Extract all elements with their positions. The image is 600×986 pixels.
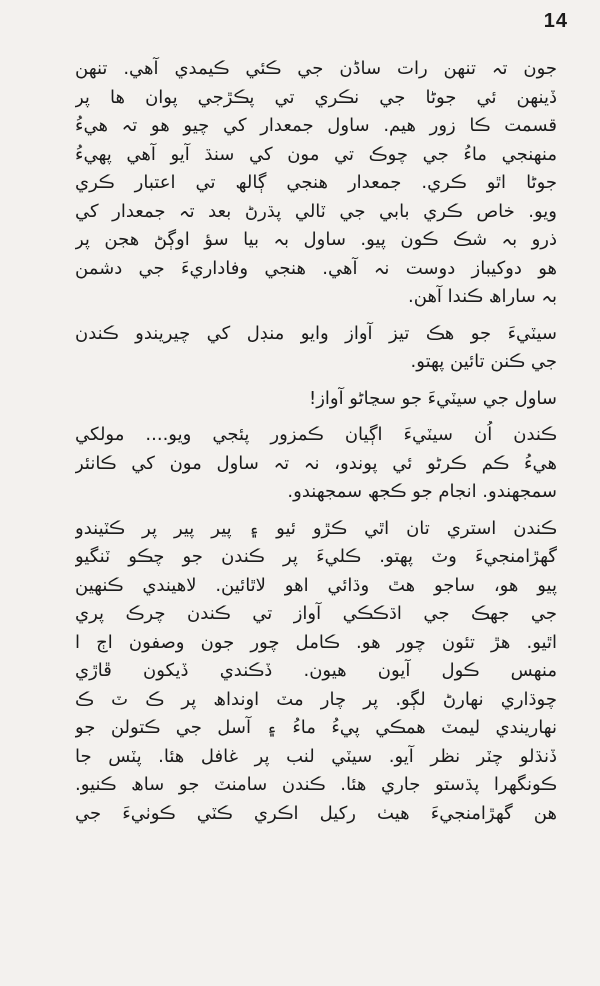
text-line: ھن گھڙامنجيءَ ھيٺ رکيل اڪري ڪٽي ڪوٺيءَ جي: [75, 802, 557, 824]
text-line: منھنجي ماءُ جي چوڪ تي مون کي سنڌ آيو آھي پھيءُ: [75, 143, 557, 165]
text-line: اٿيو. ھڙ تئون چور ھو. ڪامل چور جون وصفون اڄ ا: [75, 631, 557, 653]
text-line: جون تہ تنھن رات ساڈن جي ڪئي ڪيمدي آھي. تنھن: [75, 58, 557, 79]
text-line: قسمت ڪا زور ھيم. ساول جمعدار کي چيو ھو تہ ھيءُ: [75, 115, 557, 136]
text-line: جي ڪنن تائين پھتو.: [410, 351, 557, 372]
text-line: ھو دوکيباز دوست نہ آھي. ھنجي وفاداريءَ جي دشمن: [75, 257, 557, 279]
text-line: ڪندن استري تان اٿي ڪڙو ئيو ۽ پير پير پر ڪٽيندو: [75, 517, 557, 539]
paragraph: [75, 55, 557, 312]
text-line: سيٽيءَ جو ھڪ تيز آواز وايو منڊل کي چيريندو ڪندن: [75, 322, 557, 344]
paragraph: [75, 320, 557, 377]
page-number: 14: [543, 10, 568, 32]
paragraph: [75, 385, 557, 414]
text-line: ذرو بہ شڪ ڪون پيو. ساول بہ بيا سؤ اوڳڻ ھجن پر: [75, 229, 557, 250]
paragraph: [75, 421, 557, 507]
text-line: ڪندن اُن سيٽيءَ اڳيان ڪمزور پئجي ويو.... مولکي: [75, 424, 557, 445]
text-line: جوڻا اٿو ڪري. جمعدار ھنجي ڳالھ تي اعتبار ڪري: [75, 172, 557, 193]
text-line: پيو ھو، ساجو ھٿ وڌائي اھو لاٿائين. لاھيندي ڪنھين: [75, 574, 557, 596]
text-line: ڪونگھرا پڌستو جاري ھئا. ڪندن سامنٽ جو ساھ ڪنيو.: [75, 774, 557, 795]
text-line: سمجھندو. انجام جو ڪجھ سمجھندو.: [287, 481, 557, 502]
text-line: منھس ڪول آيون ھيون. ڏڪندي ڏيکون ڦاڙي: [75, 660, 557, 681]
text-line: ساول جي سيٽيءَ جو سڃاڻو آواز!: [308, 387, 557, 409]
text-line: نھاريندي ليمٽ ھمڪي پيءُ ماءُ ۽ آسل جي ڪتولن جو: [75, 717, 557, 738]
text-line: جي جھڪ جي اڌڪڪي آواز تي ڪندن چرڪ پري: [75, 603, 557, 624]
text-line: ويو. خاص ڪري بابي جي ٽالي پڌرڻ بعد تہ جمعدار کي: [75, 200, 557, 222]
text-line: ھيءُ ڪم ڪرڻو ئي پوندو، نہ تہ ساول مون کي ڪانئر: [75, 452, 557, 474]
text-line: گھڙامنجيءَ وٽ پھتو. ڪليءَ پر ڪندن جو چڪو ٽنگيو: [75, 546, 557, 567]
text-line: ڏينھن ئي جوڻا جي نڪري تي پڪڙجي پوان ھا پر: [75, 86, 557, 108]
text-line: چوڌاري نھارڻ لڳو. پر چار مٽ اونداھ پر ڪ ٽ ڪ: [75, 688, 557, 710]
text-line: بہ ساراھ ڪندا آھن.: [408, 286, 557, 307]
body-text: [75, 55, 557, 828]
paragraph: [75, 515, 557, 829]
text-line: ڏنڌلو چٽر نظر آيو. سيٽي لنب پر غافل ھئا. پٽس جا: [75, 745, 557, 767]
